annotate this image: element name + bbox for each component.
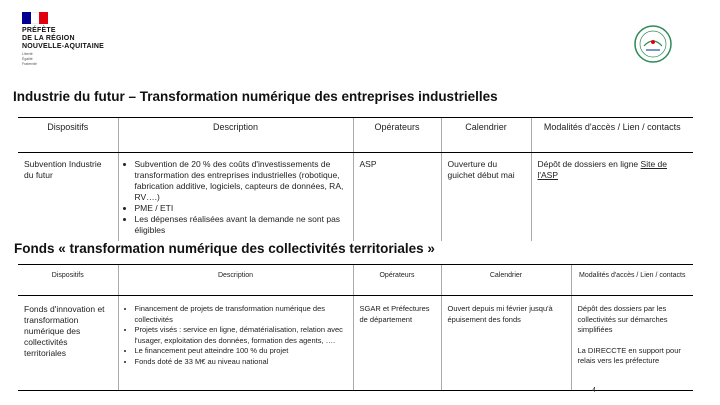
calendrier-cell xyxy=(441,296,571,391)
page-number: 4 xyxy=(592,387,596,394)
logo-line-2: DE LA RÉGION xyxy=(22,35,75,42)
france-relance-seal-icon xyxy=(633,24,673,64)
description-cell xyxy=(118,296,353,391)
list-item: • Le financement peut atteindre 100 % du projet xyxy=(135,346,353,357)
list-item: • Financement de projets de transformation numérique des collectivités xyxy=(135,304,353,325)
list-item: • Projets visés : service en ligne, dématérialisation, relation avec l'usager, exploitation des données, formation des agents, …. xyxy=(135,325,353,346)
asp-site-link[interactable]: Site de l'ASP xyxy=(537,159,667,180)
motto-line-1: Liberté xyxy=(22,52,33,56)
list-item: • Fonds doté de 33 M€ au niveau national xyxy=(135,357,353,368)
modalites-text-1: Dépôt des dossiers par les collectivités sur démarches simplifiées xyxy=(577,304,668,334)
republic-flag-icon xyxy=(22,12,48,24)
calendrier-cell xyxy=(441,153,531,242)
header-calendrier: Calendrier xyxy=(441,265,571,296)
dispositif-cell xyxy=(18,153,118,242)
table-header-row xyxy=(18,265,693,296)
collectivites-table xyxy=(18,264,693,391)
modalites-text-2: La DIRECCTE en support pour relais vers les préfecture xyxy=(577,345,681,365)
operateurs-cell xyxy=(353,153,441,242)
logo-line-1: PRÉFÈTE xyxy=(22,27,56,34)
table-header-row xyxy=(18,118,693,153)
header-description: Description xyxy=(118,265,353,296)
operateurs-text: ASP xyxy=(359,159,377,169)
description-list xyxy=(119,159,353,236)
header-operateurs: Opérateurs xyxy=(353,118,441,153)
motto-line-2: Égalité xyxy=(22,57,33,61)
header-modalites: Modalités d'accès / Lien / contacts xyxy=(571,265,693,296)
operateurs-text: SGAR et Préfectures de département xyxy=(359,304,430,324)
modalites-prefix: Dépôt de dossiers en ligne xyxy=(537,159,639,169)
dispositif-text: Subvention Industrie du futur xyxy=(24,159,102,180)
header-modalites: Modalités d'accès / Lien / contacts xyxy=(531,118,693,153)
header-dispositifs: Dispositifs xyxy=(18,265,118,296)
motto-line-3: Fraternité xyxy=(22,62,37,66)
republic-motto xyxy=(22,52,132,67)
section2-title: Fonds « transformation numérique des collectivités territoriales » xyxy=(14,241,435,256)
modalites-cell xyxy=(571,296,693,391)
list-item: • Subvention de 20 % des coûts d'investissements de transformation des entreprises industrielles (robotique, fabrication additive, logiciels, capteurs de données, RA, RV….) xyxy=(135,159,353,203)
section1-title: Industrie du futur – Transformation numérique des entreprises industrielles xyxy=(13,89,498,104)
modalites-text xyxy=(532,159,694,181)
table-row xyxy=(18,153,693,242)
calendrier-text: Ouvert depuis mi février jusqu'à épuisement des fonds xyxy=(447,304,553,324)
list-item: • PME / ETI xyxy=(135,203,353,214)
dispositif-text: Fonds d'innovation et transformation numérique des collectivités territoriales xyxy=(24,304,105,358)
logo-line-3: NOUVELLE-AQUITAINE xyxy=(22,43,105,50)
header-operateurs: Opérateurs xyxy=(353,265,441,296)
dispositif-cell xyxy=(18,296,118,391)
prefecture-logo xyxy=(22,12,132,78)
table-row xyxy=(18,296,693,391)
description-cell xyxy=(118,153,353,242)
modalites-cell xyxy=(531,153,693,242)
calendrier-text: Ouverture du guichet début mai xyxy=(447,159,515,180)
operateurs-cell xyxy=(353,296,441,391)
list-item: • Les dépenses réalisées avant la demande ne sont pas éligibles xyxy=(135,214,353,236)
header-description: Description xyxy=(118,118,353,153)
industrie-futur-table xyxy=(18,117,693,241)
header-dispositifs: Dispositifs xyxy=(18,118,118,153)
header-calendrier: Calendrier xyxy=(441,118,531,153)
description-list xyxy=(119,304,353,367)
